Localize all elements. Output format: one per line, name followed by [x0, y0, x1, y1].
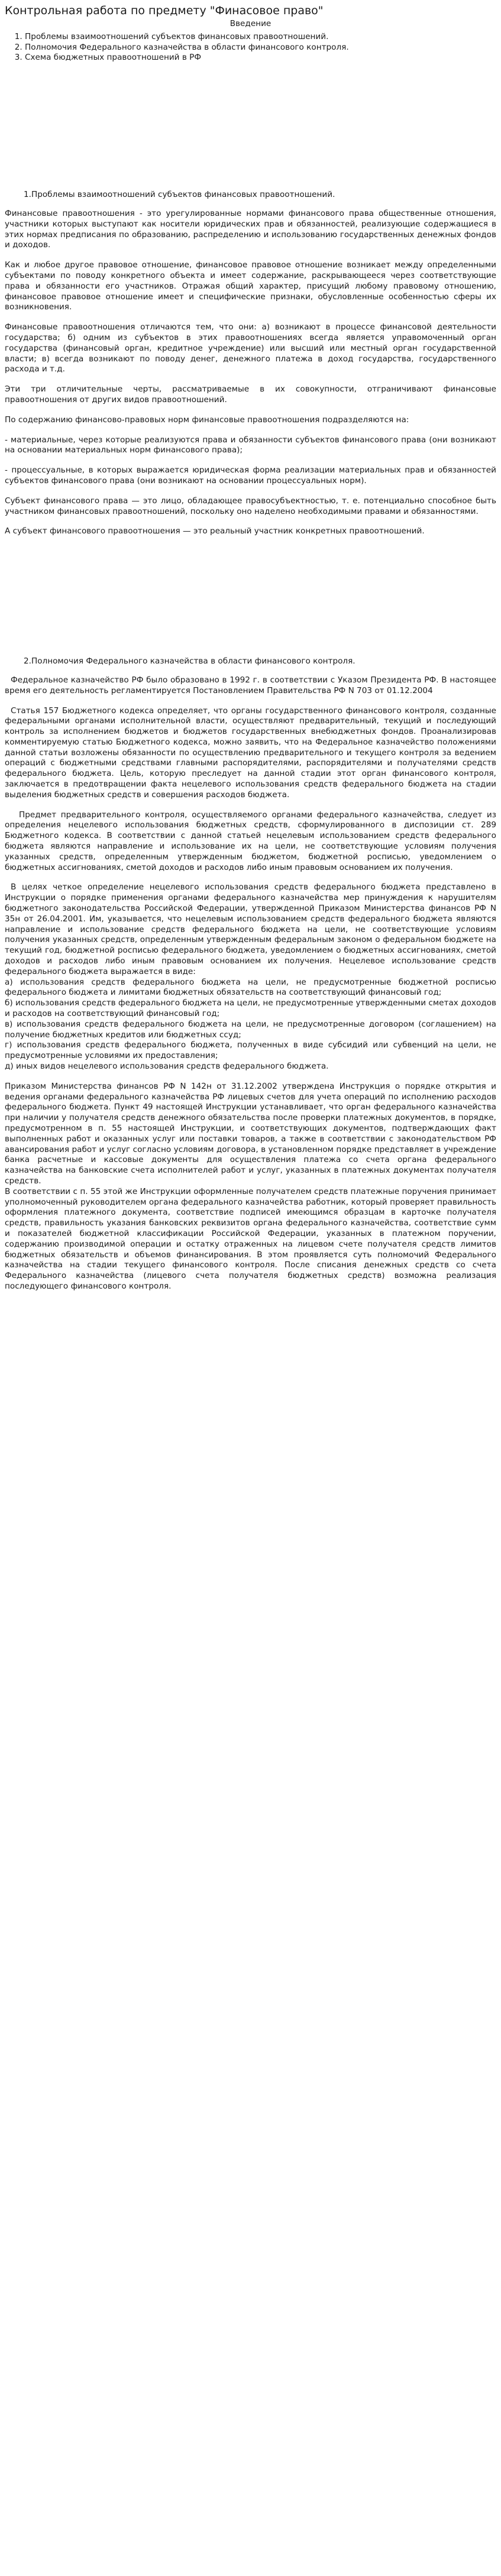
paragraph: Статья 157 Бюджетного кодекса определяет, что органы государственного финансового контроля, созданные федеральными органами исполнительной власти, осуществляют предварительный, текущий и последующий контроль за исполнением бюджетов и бюджетов государственных внебюджетных фондов. Проанализировав комментируемую статью Бюджетного кодекса, можно заявить, что на Федеральное казначейство положениями данной статьи возложены обязанности по осуществлению предварительного и текущего контроля за ведением операций с бюджетными средствами главными распорядителями, распорядителями и получателями средств федерального бюджета. Цель, которую преследует на данной стадии этот орган финансового контроля, заключается в предотвращении факта нецелевого использования средств федерального бюджета на стадии выделения бюджетных средств и совершения расходов бюджета. [5, 706, 496, 800]
paragraph: Как и любое другое правовое отношение, финансовое правовое отношение возникает между определенными субъектами по поводу конкретного объекта и имеет содержание, раскрывающееся через соответствующие права и обязанности его участников. Отражая общий характер, присущий любому правовому отношению, финансовое правовое отношение имеет и специфические признаки, обусловленные особенностью сферы их возникновения. [5, 260, 496, 312]
document-title: Контрольная работа по предмету "Финасовое право" [5, 4, 324, 17]
list-item: б) использования средств федерального бюджета на цели, не предусмотренные утвержденными сметах доходов и расходов на соответствующий финансовый год; [5, 998, 496, 1019]
list-item: д) иных видов нецелевого использования средств федерального бюджета. [5, 1062, 329, 1071]
paragraph: По содержанию финансово-правовых норм финансовые правоотношения подразделяются на: [5, 415, 409, 425]
section-1-heading: 1.Проблемы взаимоотношений субъектов финансовых правоотношений. [24, 190, 335, 200]
misuse-types-list [5, 978, 496, 1072]
list-item: - процессуальные, в которых выражается юридическая форма реализации материальных прав и обязанностей субъектов финансового права (они возникают на основании процессуальных норм). [5, 465, 496, 486]
toc-item: 1. Проблемы взаимоотношений субъектов финансовых правоотношений. [25, 32, 496, 43]
paragraph: Федеральное казначейство РФ было образовано в 1992 г. в соответствии с Указом Президента РФ. В настоящее время его деятельность регламентируется Постановлением Правительства РФ N 703 от 01.12.2004 [5, 675, 496, 695]
paragraph: Финансовые правоотношения отличаются тем, что они: а) возникают в процессе финансовой деятельности государства; б) одним из субъектов в этих правоотношениях всегда является управомоченный орган государства (финансовый орган, кредитное учреждение) или высший или местный орган государственной власти; в) всегда возникают по поводу денег, денежного платежа в доход государства, государственного расхода и т.д. [5, 322, 496, 374]
paragraph: Финансовые правоотношения - это урегулированные нормами финансового права общественные отношения, участники которых выступают как носители юридических прав и обязанностей, реализующие содержащиеся в этих нормах предписания по образованию, распределению и использованию государственных денежных фондов и доходов. [5, 208, 496, 250]
list-item: г) использования средств федерального бюджета, полученных в виде субсидий или субвенций на цели, не предусмотренные условиями их предоставления; [5, 1040, 496, 1061]
paragraph: В соответствии с п. 55 этой же Инструкции оформленные получателем средств платежные поручения принимает уполномоченный руководителем органа федерального казначейства работник, который проверяет правильность оформления платежного документа, соответствие подписей имеющимся образцам в карточке получателя средств, правильность указания банковских реквизитов органа федерального казначейства, соответствие сумм и показателей бюджетной классификации Российской Федерации, указанных в платежном поручении, содержанию производимой операции и остатку отраженных на лицевом счете получателя средств лимитов бюджетных обязательств и объемов финансирования. В этом проявляется суть полномочий Федерального казначейства на стадии текущего финансового контроля. После списания денежных средств со счета Федерального казначейства (лицевого счета получателя бюджетных средств) возможна реализация последующего финансового контроля. [5, 1186, 496, 1291]
blank-space [5, 546, 496, 656]
toc-item: 2. Полномочия Федерального казначейства в области финансового контроля. [25, 43, 496, 53]
legal-relations-types-list [5, 435, 496, 487]
paragraph: Предмет предварительного контроля, осуществляемого органами федерального казначейства, следует из определения нецелевого использования бюджетных средств, сформулированного в диспозиции ст. 289 Бюджетного кодекса. В соответствии с данной статьей нецелевым использованием средств федерального бюджета являются направление и использование их на цели, не соответствующие условиям получения указанных средств, определенным утвержденным бюджетом, бюджетной росписью, уведомлением о бюджетных ассигнованиях, сметой доходов и расходов либо иным правовым основанием их получения. [5, 810, 496, 872]
paragraph: Эти три отличительные черты, рассматриваемые в их совокупности, отграничивают финансовые правоотношения от других видов правоотношений. [5, 384, 496, 404]
paragraph: А субъект финансового правоотношения — это реальный участник конкретных правоотношений. [5, 526, 425, 536]
paragraph: В целях четкое определение нецелевого использования средств федерального бюджета представлено в Инструкции о порядке применения органами федерального казначейства мер принуждения к нарушителям бюджетного законодательства Российской Федерации, утвержденной Приказом Министерства финансов РФ N 35н от 26.04.2001. Им, указывается, что нецелевым использованием средств федерального бюджета являются направление и использование средств федерального бюджета на цели, не соответствующие условиям получения указанных средств, определенным утвержденным федеральным законом о федеральном бюджете на текущий год, бюджетной росписью федерального бюджета, уведомлением о бюджетных ассигнованиях, сметой доходов и расходов либо иным правовым основанием их получения. Нецелевое использование средств федерального бюджета выражается в виде: [5, 882, 496, 976]
list-item: а) использования средств федерального бюджета на цели, не предусмотренные бюджетной росписью федерального бюджета и лимитами бюджетных обязательств на соответствующий финансовый год; [5, 977, 496, 998]
list-item: - материальные, через которые реализуются права и обязанности субъектов финансового права (они возникают на основании материальных норм финансового права); [5, 435, 496, 455]
blank-space [5, 63, 496, 190]
table-of-contents [5, 32, 496, 63]
toc-item: 3. Схема бюджетных правоотношений в РФ [25, 53, 496, 63]
paragraph: Приказом Министерства финансов РФ N 142н от 31.12.2002 утверждена Инструкция о порядке открытия и ведения органами федерального казначейства РФ лицевых счетов для учета операций по исполнению расходов федерального бюджета. Пункт 49 настоящей Инструкции устанавливает, что орган федерального казначейства при наличии у получателя средств денежного обязательства после проверки платежных документов, в порядке, предусмотренном в п. 55 настоящей Инструкции, и соответствующих документов, подтверждающих факт выполненных работ и оказанных услуг или поставки товаров, а также в соответствии с законодательством РФ авансирования работ и услуг согласно условиям договора, в установленном порядке представляет в учреждение банка расчетные и кассовые документы для осуществления платежа со счета органа федерального казначейства на банковские счета исполнителей работ и услуг, указанных в платежных документах получателя средств. [5, 1081, 496, 1186]
introduction-heading: Введение [230, 19, 271, 28]
paragraph: Субъект финансового права — это лицо, обладающее правосубъектностью, т. е. потенциально способное быть участником финансовых правоотношений, поскольку оно наделено необходимыми правами и обязанностями. [5, 496, 496, 516]
list-item: в) использования средств федерального бюджета на цели, не предусмотренные договором (соглашением) на получение бюджетных кредитов или бюджетных ссуд; [5, 1019, 496, 1040]
section-2-heading: 2.Полномочия Федерального казначейства в области финансового контроля. [24, 656, 355, 666]
